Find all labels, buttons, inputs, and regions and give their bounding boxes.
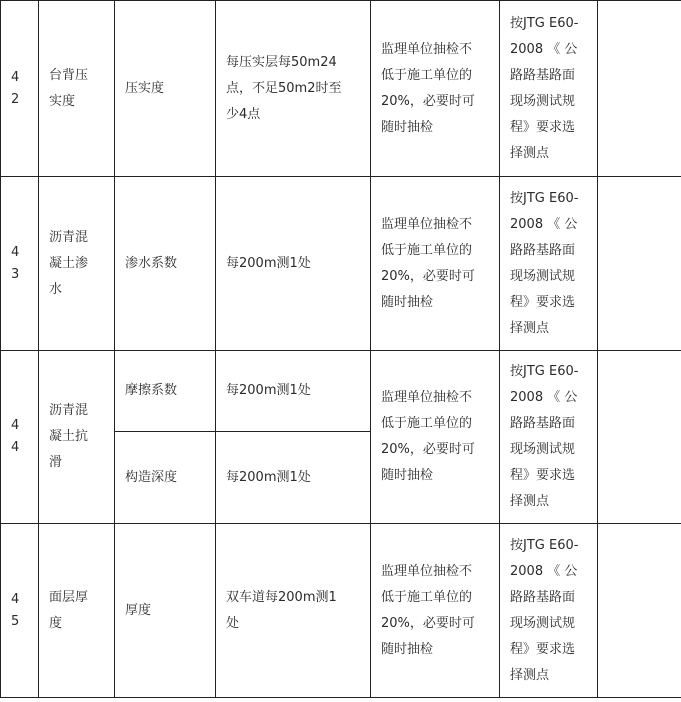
- remark-cell: [598, 1, 681, 177]
- test-item: 面层厚 度: [39, 524, 115, 698]
- test-frequency: 每200m测1处: [216, 351, 371, 432]
- inspection-method: 监理单位抽检不 低于施工单位的 20%，必要时可 随时抽检: [371, 1, 500, 177]
- test-parameter: 构造深度: [115, 432, 216, 524]
- remark-cell: [598, 524, 681, 698]
- row-number: 4 5: [1, 524, 39, 698]
- test-frequency: 每200m测1处: [216, 432, 371, 524]
- test-parameter: 厚度: [115, 524, 216, 698]
- row-number: 4 2: [1, 1, 39, 177]
- test-parameter: 摩擦系数: [115, 351, 216, 432]
- test-frequency: 每200m测1处: [216, 177, 371, 351]
- test-parameter: 渗水系数: [115, 177, 216, 351]
- test-standard: 按JTG E60- 2008 《 公 路路基路面 现场测试规 程》要求选 择测点: [500, 524, 598, 698]
- test-standard: 按JTG E60- 2008 《 公 路路基路面 现场测试规 程》要求选 择测点: [500, 351, 598, 524]
- test-item: 沥青混 凝土渗 水: [39, 177, 115, 351]
- inspection-method: 监理单位抽检不 低于施工单位的 20%，必要时可 随时抽检: [371, 351, 500, 524]
- row-number: 4 4: [1, 351, 39, 524]
- row-number: 4 3: [1, 177, 39, 351]
- inspection-method: 监理单位抽检不 低于施工单位的 20%，必要时可 随时抽检: [371, 524, 500, 698]
- table-row: [1, 524, 681, 698]
- test-standard: 按JTG E60- 2008 《 公 路路基路面 现场测试规 程》要求选 择测点: [500, 177, 598, 351]
- remark-cell: [598, 351, 681, 524]
- test-item: 沥青混 凝土抗 滑: [39, 351, 115, 524]
- table-row: [1, 351, 681, 432]
- test-parameter: 压实度: [115, 1, 216, 177]
- test-frequency: 每压实层每50m24 点，不足50m2时至 少4点: [216, 1, 371, 177]
- table-row: [1, 1, 681, 177]
- inspection-method: 监理单位抽检不 低于施工单位的 20%，必要时可 随时抽检: [371, 177, 500, 351]
- test-frequency: 双车道每200m测1 处: [216, 524, 371, 698]
- table-row: [1, 177, 681, 351]
- remark-cell: [598, 177, 681, 351]
- test-item: 台背压 实度: [39, 1, 115, 177]
- test-standard: 按JTG E60- 2008 《 公 路路基路面 现场测试规 程》要求选 择测点: [500, 1, 598, 177]
